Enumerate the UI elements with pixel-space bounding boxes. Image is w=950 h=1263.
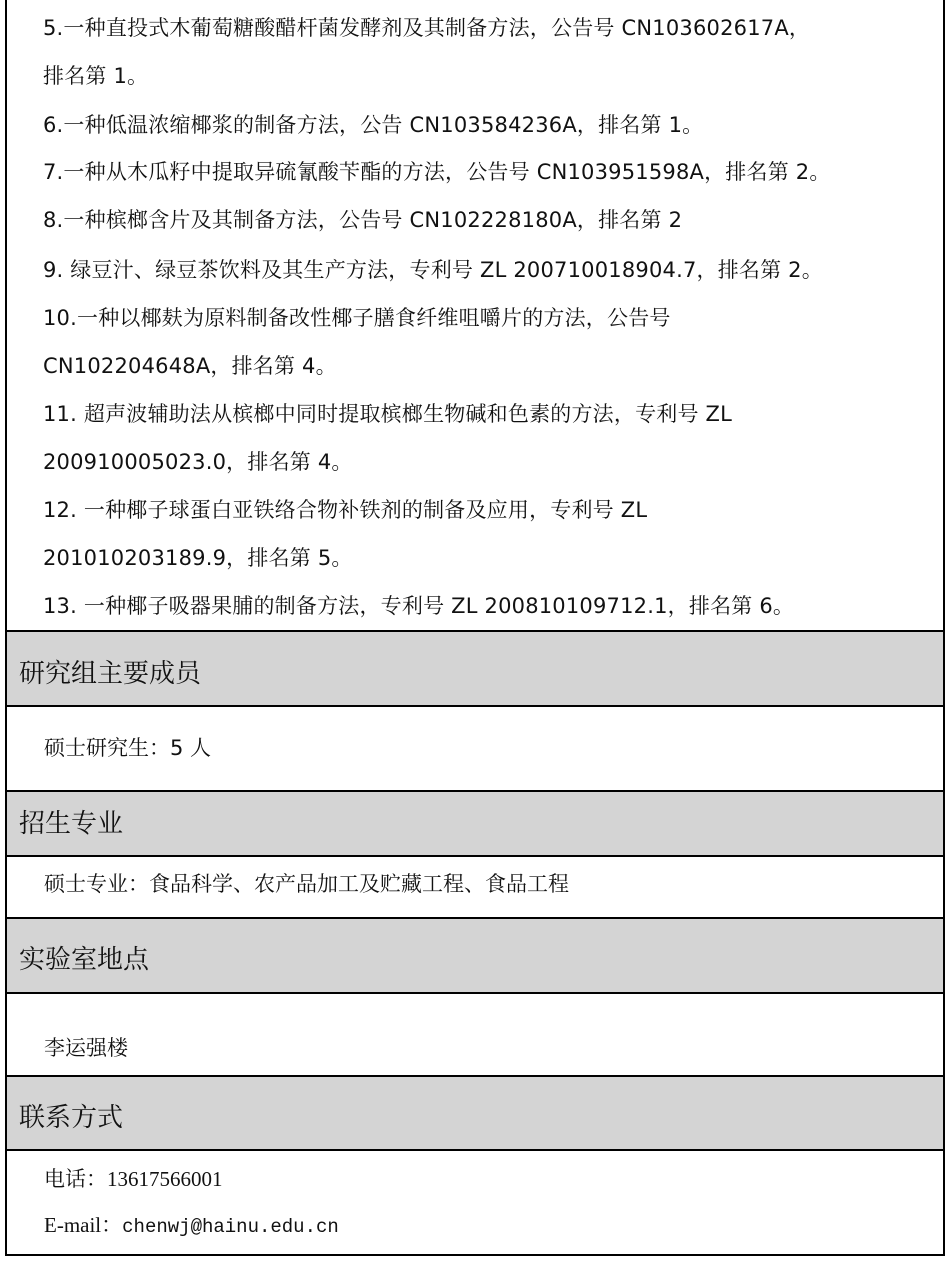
members-title: 研究组主要成员 xyxy=(19,659,202,689)
majors-body xyxy=(7,857,943,919)
contact-title: 联系方式 xyxy=(19,1103,124,1133)
contact-email-row xyxy=(44,1211,339,1241)
majors-title: 招生专业 xyxy=(19,809,124,839)
location-header xyxy=(7,919,943,994)
patent-item-9: 9. 绿豆汁、绿豆茶饮料及其生产方法，专利号 ZL 200710018904.7，排名第 2。 xyxy=(43,258,823,282)
patent-item-12-cont: 201010203189.9，排名第 5。 xyxy=(43,546,353,570)
location-title: 实验室地点 xyxy=(19,945,150,975)
location-content: 李运强楼 xyxy=(44,1036,128,1060)
contact-phone-row xyxy=(44,1165,223,1193)
members-body xyxy=(7,707,943,792)
patent-item-13: 13. 一种椰子吸器果脯的制备方法，专利号 ZL 200810109712.1，排名第 6。 xyxy=(43,594,795,618)
phone-number: 13617566001 xyxy=(107,1167,223,1191)
members-header xyxy=(7,632,943,707)
patent-item-6: 6.一种低温浓缩椰浆的制备方法，公告 CN103584236A，排名第 1。 xyxy=(43,113,704,137)
location-body xyxy=(7,994,943,1077)
phone-label: 电话： xyxy=(44,1167,107,1191)
members-content: 硕士研究生：5 人 xyxy=(44,736,212,760)
contact-header xyxy=(7,1077,943,1151)
email-label: E-mail： xyxy=(44,1213,123,1237)
patent-item-10-cont: CN102204648A，排名第 4。 xyxy=(43,354,337,378)
email-address: chenwj@hainu.edu.cn xyxy=(122,1216,339,1238)
majors-content: 硕士专业：食品科学、农产品加工及贮藏工程、食品工程 xyxy=(44,872,569,896)
patent-item-5-cont: 排名第 1。 xyxy=(43,64,149,88)
patent-item-11-cont: 200910005023.0，排名第 4。 xyxy=(43,450,353,474)
document-frame xyxy=(5,0,945,1256)
contact-body xyxy=(7,1151,943,1254)
patent-list xyxy=(7,0,943,632)
patent-item-7: 7.一种从木瓜籽中提取异硫氰酸苄酯的方法，公告号 CN103951598A，排名第 2。 xyxy=(43,160,831,184)
patent-item-8: 8.一种槟榔含片及其制备方法，公告号 CN102228180A，排名第 2 xyxy=(43,208,683,232)
patent-item-11: 11. 超声波辅助法从槟榔中同时提取槟榔生物碱和色素的方法，专利号 ZL xyxy=(43,402,733,426)
majors-header xyxy=(7,792,943,857)
patent-item-5: 5.一种直投式木葡萄糖酸醋杆菌发酵剂及其制备方法，公告号 CN103602617A， xyxy=(43,16,811,40)
patent-item-10: 10.一种以椰麸为原料制备改性椰子膳食纤维咀嚼片的方法，公告号 xyxy=(43,306,671,330)
patent-item-12: 12. 一种椰子球蛋白亚铁络合物补铁剂的制备及应用，专利号 ZL xyxy=(43,498,648,522)
